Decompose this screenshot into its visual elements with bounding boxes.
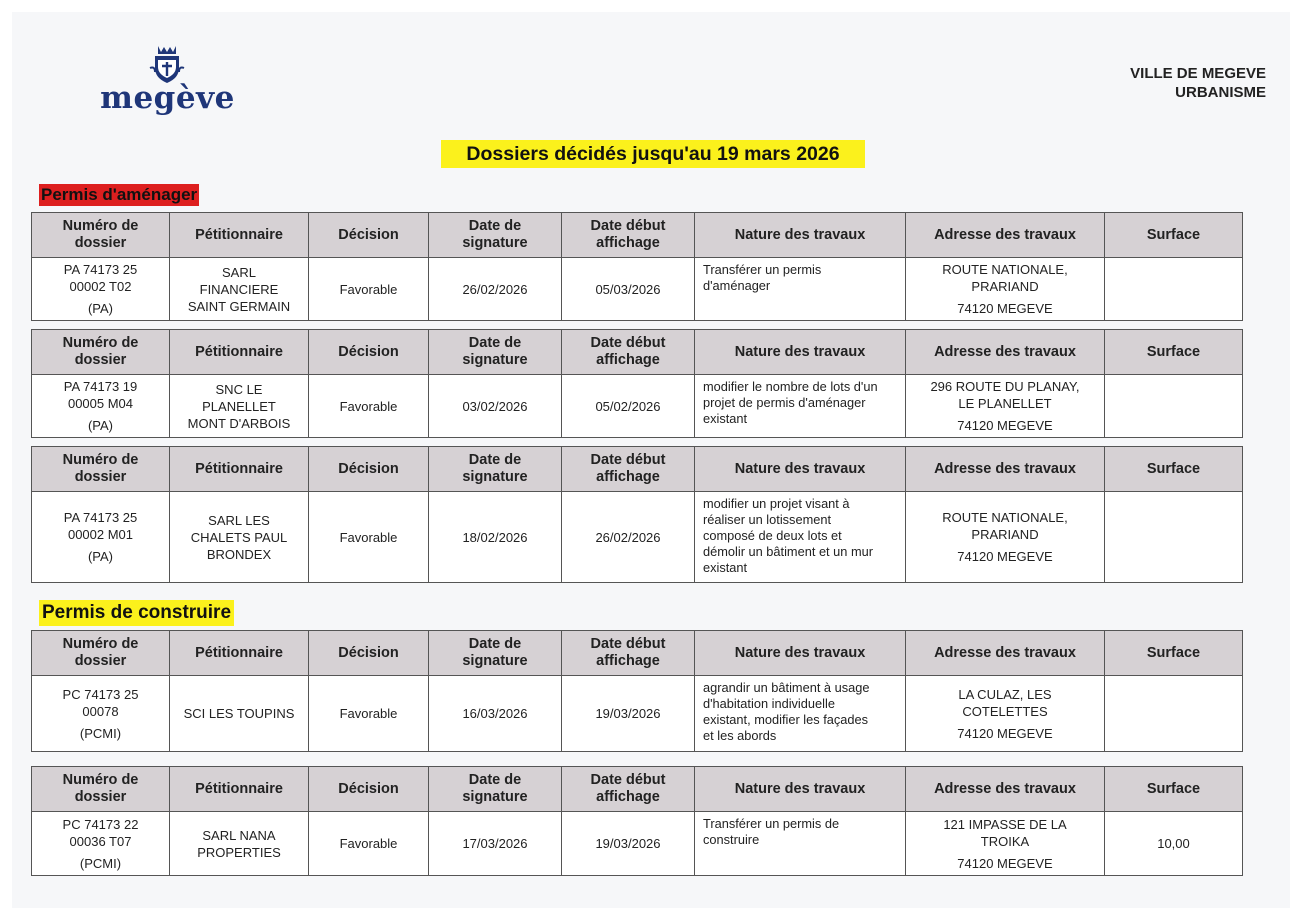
- table-header-row: [32, 330, 1243, 375]
- cell-affichage: 19/03/2026: [562, 676, 695, 752]
- cell-petitionnaire: [170, 676, 309, 752]
- table-row: [32, 492, 1243, 583]
- col-header-decision: Décision: [309, 767, 429, 812]
- col-header-nature: Nature des travaux: [695, 767, 906, 812]
- dossier-table-s0-r2: [31, 446, 1243, 583]
- col-header-surface: Surface: [1105, 330, 1243, 375]
- section-title-permis-amenager: Permis d'aménager: [41, 185, 198, 204]
- cell-numero: PA 74173 25 00002 T02 (PA): [32, 258, 170, 321]
- text-line: FINANCIERE: [199, 281, 279, 297]
- col-header-decision: Décision: [309, 213, 429, 258]
- cell-surface: [1105, 492, 1243, 583]
- text-line: SCI LES TOUPINS: [183, 706, 295, 721]
- section-title-permis-construire: Permis de construire: [39, 600, 234, 626]
- text-line: SARL LES: [208, 512, 270, 528]
- text-line: projet de permis d'aménager: [703, 395, 866, 410]
- col-header-decision: Décision: [309, 447, 429, 492]
- cell-decision: Favorable: [309, 375, 429, 438]
- dossier-table-s1-r0: [31, 630, 1243, 752]
- text-line: modifier un projet visant à: [703, 496, 850, 511]
- text-line: démolir un bâtiment et un mur: [703, 544, 873, 559]
- cell-surface: [1105, 676, 1243, 752]
- cell-numero: PA 74173 19 00005 M04 (PA): [32, 375, 170, 438]
- col-header-affichage: Date début affichage: [562, 330, 695, 375]
- col-header-surface: Surface: [1105, 631, 1243, 676]
- cell-signature: 26/02/2026: [429, 258, 562, 321]
- cell-decision: Favorable: [309, 258, 429, 321]
- col-header-affichage: Date début affichage: [562, 213, 695, 258]
- table-row: [32, 375, 1243, 438]
- cell-signature: 17/03/2026: [429, 812, 562, 876]
- cell-petitionnaire: [170, 258, 309, 321]
- text-line: existant: [703, 411, 748, 426]
- col-header-surface: Surface: [1105, 447, 1243, 492]
- col-header-signature: Date de signature: [429, 330, 562, 375]
- dossier-table-s1-r1: [31, 766, 1243, 876]
- col-header-decision: Décision: [309, 631, 429, 676]
- cell-decision: Favorable: [309, 492, 429, 583]
- cell-petitionnaire: [170, 375, 309, 438]
- col-header-affichage: Date début affichage: [562, 447, 695, 492]
- col-header-affichage: Date début affichage: [562, 631, 695, 676]
- table-header-row: [32, 447, 1243, 492]
- cell-nature: [695, 676, 906, 752]
- crest-icon: [144, 44, 190, 84]
- text-line: SAINT GERMAIN: [187, 298, 291, 314]
- text-line: SARL: [222, 264, 256, 280]
- col-header-adresse: Adresse des travaux: [906, 330, 1105, 375]
- text-line: BRONDEX: [206, 546, 272, 562]
- cell-affichage: 26/02/2026: [562, 492, 695, 583]
- cell-nature: [695, 492, 906, 583]
- text-line: construire: [703, 832, 760, 847]
- col-header-numero: Numéro de dossier: [32, 447, 170, 492]
- col-header-nature: Nature des travaux: [695, 631, 906, 676]
- cell-petitionnaire: [170, 812, 309, 876]
- table-header-row: [32, 767, 1243, 812]
- col-header-signature: Date de signature: [429, 767, 562, 812]
- col-header-nature: Nature des travaux: [695, 330, 906, 375]
- text-line: modifier le nombre de lots d'un: [703, 379, 878, 394]
- cell-adresse: LA CULAZ, LES COTELETTES 74120 MEGEVE: [906, 676, 1105, 752]
- text-line: Transférer un permis: [703, 262, 822, 277]
- cell-numero: PC 74173 22 00036 T07 (PCMI): [32, 812, 170, 876]
- cell-nature: [695, 258, 906, 321]
- cell-signature: 18/02/2026: [429, 492, 562, 583]
- dossier-table-s0-r1: [31, 329, 1243, 438]
- cell-adresse: ROUTE NATIONALE, PRARIAND 74120 MEGEVE: [906, 492, 1105, 583]
- text-line: composé de deux lots et: [703, 528, 842, 543]
- text-line: existant, modifier les façades: [703, 712, 869, 727]
- cell-nature: [695, 812, 906, 876]
- text-line: réaliser un lotissement: [703, 512, 832, 527]
- col-header-adresse: Adresse des travaux: [906, 213, 1105, 258]
- cell-surface: 10,00: [1105, 812, 1243, 876]
- cell-decision: Favorable: [309, 812, 429, 876]
- cell-signature: 03/02/2026: [429, 375, 562, 438]
- col-header-surface: Surface: [1105, 767, 1243, 812]
- cell-nature: [695, 375, 906, 438]
- cell-signature: 16/03/2026: [429, 676, 562, 752]
- col-header-petitionnaire: Pétitionnaire: [170, 213, 309, 258]
- city-name: VILLE DE MEGEVE: [1130, 65, 1266, 82]
- col-header-nature: Nature des travaux: [695, 447, 906, 492]
- col-header-adresse: Adresse des travaux: [906, 631, 1105, 676]
- col-header-petitionnaire: Pétitionnaire: [170, 767, 309, 812]
- text-line: Transférer un permis de: [703, 816, 840, 831]
- col-header-petitionnaire: Pétitionnaire: [170, 330, 309, 375]
- table-header-row: [32, 213, 1243, 258]
- col-header-signature: Date de signature: [429, 631, 562, 676]
- table-header-row: [32, 631, 1243, 676]
- col-header-adresse: Adresse des travaux: [906, 767, 1105, 812]
- col-header-surface: Surface: [1105, 213, 1243, 258]
- col-header-adresse: Adresse des travaux: [906, 447, 1105, 492]
- text-line: et les abords: [703, 728, 777, 743]
- logo-wordmark: megève: [100, 80, 235, 116]
- cell-adresse: ROUTE NATIONALE, PRARIAND 74120 MEGEVE: [906, 258, 1105, 321]
- cell-adresse: 296 ROUTE DU PLANAY, LE PLANELLET 74120 MEGEVE: [906, 375, 1105, 438]
- col-header-affichage: Date début affichage: [562, 767, 695, 812]
- text-line: existant: [703, 560, 748, 575]
- col-header-signature: Date de signature: [429, 213, 562, 258]
- text-line: MONT D'ARBOIS: [187, 415, 291, 431]
- cell-surface: [1105, 258, 1243, 321]
- text-line: SARL NANA: [202, 827, 276, 843]
- col-header-petitionnaire: Pétitionnaire: [170, 631, 309, 676]
- department-name: URBANISME: [1175, 84, 1266, 101]
- cell-numero: PA 74173 25 00002 M01 (PA): [32, 492, 170, 583]
- cell-adresse: 121 IMPASSE DE LA TROIKA 74120 MEGEVE: [906, 812, 1105, 876]
- col-header-petitionnaire: Pétitionnaire: [170, 447, 309, 492]
- issuer-block: [1130, 64, 1266, 102]
- col-header-decision: Décision: [309, 330, 429, 375]
- cell-petitionnaire: [170, 492, 309, 583]
- cell-affichage: 05/03/2026: [562, 258, 695, 321]
- col-header-numero: Numéro de dossier: [32, 330, 170, 375]
- table-row: [32, 676, 1243, 752]
- cell-affichage: 19/03/2026: [562, 812, 695, 876]
- text-line: d'aménager: [703, 278, 771, 293]
- cell-surface: [1105, 375, 1243, 438]
- col-header-numero: Numéro de dossier: [32, 767, 170, 812]
- text-line: CHALETS PAUL: [190, 529, 288, 545]
- table-row: [32, 812, 1243, 876]
- text-line: d'habitation individuelle: [703, 696, 835, 711]
- text-line: SNC LE: [215, 381, 263, 397]
- cell-decision: Favorable: [309, 676, 429, 752]
- text-line: agrandir un bâtiment à usage: [703, 680, 870, 695]
- text-line: PLANELLET: [202, 398, 276, 414]
- col-header-numero: Numéro de dossier: [32, 631, 170, 676]
- col-header-numero: Numéro de dossier: [32, 213, 170, 258]
- col-header-nature: Nature des travaux: [695, 213, 906, 258]
- megeve-logo: [80, 44, 255, 120]
- text-line: PROPERTIES: [197, 844, 281, 860]
- cell-affichage: 05/02/2026: [562, 375, 695, 438]
- cell-numero: PC 74173 25 00078 (PCMI): [32, 676, 170, 752]
- document-title: Dossiers décidés jusqu'au 19 mars 2026: [441, 140, 865, 168]
- table-row: [32, 258, 1243, 321]
- col-header-signature: Date de signature: [429, 447, 562, 492]
- dossier-table-s0-r0: [31, 212, 1243, 321]
